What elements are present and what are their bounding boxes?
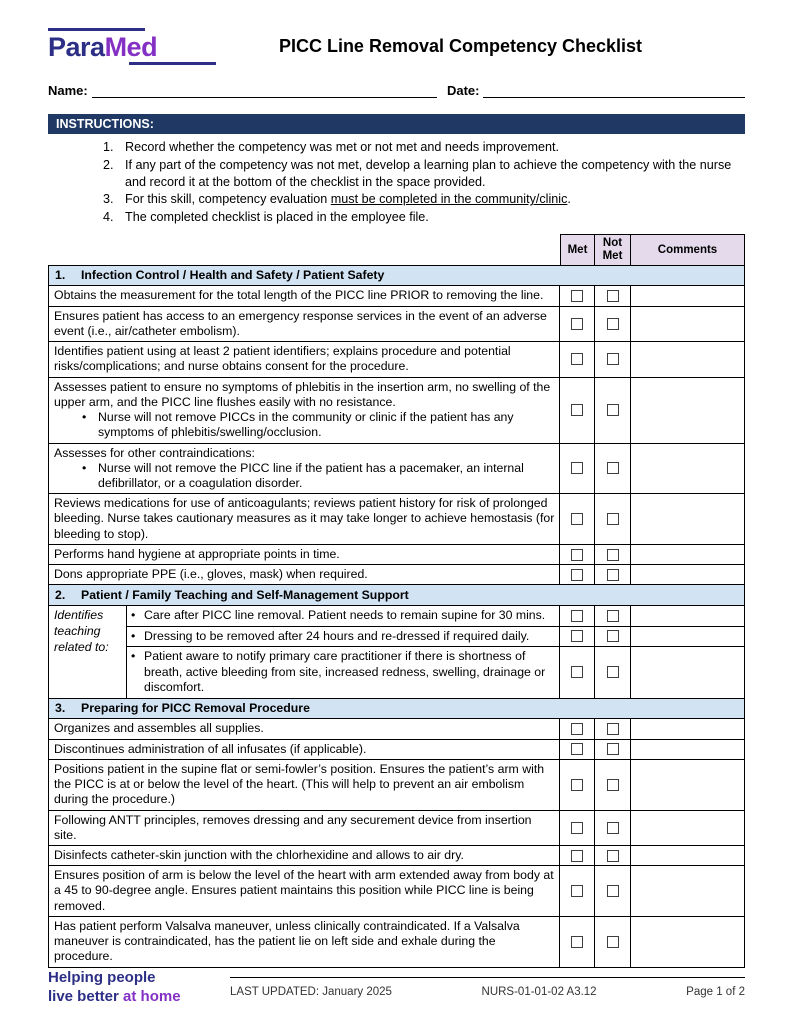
met-checkbox[interactable] [571,610,583,622]
met-cell [560,917,595,968]
checklist-row [49,494,745,545]
bullet-text: Patient aware to notify primary care practitioner if there is shortness of breath, active bleeding from site, increased redness, swelling, drainage or discomfort. [144,649,546,695]
section-header [49,266,745,287]
bullet-text: Nurse will not remove PICCs in the community or clinic if the patient has any symptoms of phlebitis/swelling/occlusion. [98,410,514,440]
met-checkbox[interactable] [571,569,583,581]
not-met-checkbox[interactable] [607,743,619,755]
met-cell [560,307,595,342]
comments-cell[interactable] [631,606,745,626]
section-number: 2. [55,587,66,602]
competency-description [49,760,560,811]
teaching-item [127,627,560,647]
checklist-row [49,342,745,377]
comments-cell[interactable] [631,307,745,342]
met-checkbox[interactable] [571,936,583,948]
met-cell [560,740,595,760]
not-met-cell [595,647,631,698]
paramed-logo [48,28,216,65]
instruction-item [103,139,745,156]
comments-cell[interactable] [631,444,745,495]
instruction-text: Record whether the competency was met or not met and needs improvement. [125,140,559,155]
met-checkbox[interactable] [571,850,583,862]
competency-bullet [82,410,555,440]
section-number: 1. [55,268,66,283]
teaching-side-label: Identifies teaching related to: [49,606,127,698]
met-checkbox[interactable] [571,462,583,474]
met-checkbox[interactable] [571,513,583,525]
page-number: Page 1 of 2 [686,985,745,998]
section-title: Infection Control / Health and Safety / Patient Safety [81,268,385,283]
not-met-cell [595,444,631,495]
instruction-text: If any part of the competency was not met, develop a learning plan to achieve the competency with the nurse and record it at the bottom of the checklist in the space provided. [125,157,732,189]
date-label: Date: [446,83,480,99]
met-cell [560,565,595,585]
competency-text: Following ANTT principles, removes dressing and any securement device from insertion site. [54,812,532,842]
comments-cell[interactable] [631,286,745,306]
not-met-checkbox[interactable] [607,569,619,581]
grade-header-row [48,234,745,264]
section-header [49,699,745,720]
not-met-checkbox[interactable] [607,666,619,678]
comments-cell[interactable] [631,740,745,760]
competency-description [49,494,560,545]
competency-description [49,917,560,968]
document-footer [48,968,745,1030]
met-cell [560,846,595,866]
not-met-cell [595,866,631,917]
competency-text: Ensures position of arm is below the level of the heart with arm extended away from body at a 45 to 90-degree angle. Ensures patient maintains this position while PICC line is being removed. [54,868,554,913]
instruction-number: 3. [103,192,114,207]
met-cell [560,545,595,565]
logo-bottom-rule [129,62,216,65]
not-met-cell [595,740,631,760]
checklist-row [49,740,745,760]
met-checkbox[interactable] [571,404,583,416]
teaching-bullet [131,608,555,623]
met-cell [560,378,595,444]
instruction-item [103,209,745,226]
comments-cell[interactable] [631,545,745,565]
not-met-checkbox[interactable] [607,779,619,791]
tagline-line1: Helping people [48,968,156,986]
met-checkbox[interactable] [571,743,583,755]
competency-text: Discontinues administration of all infusates (if applicable). [54,741,367,756]
not-met-checkbox[interactable] [607,318,619,330]
teaching-bullet [131,629,555,644]
not-met-checkbox[interactable] [607,610,619,622]
met-checkbox[interactable] [571,822,583,834]
not-met-cell [595,917,631,968]
not-met-checkbox[interactable] [607,936,619,948]
competency-text: Assesses patient to ensure no symptoms of phlebitis in the insertion arm, no swelling of the upper arm, and the PICC line flushes easily with no resistance. [54,379,551,409]
instruction-number: 1. [103,140,114,155]
not-met-cell [595,342,631,377]
checklist-row [49,811,745,846]
met-cell [560,494,595,545]
grade-header-spacer [48,234,560,264]
met-cell [560,286,595,306]
bullet-text: Dressing to be removed after 24 hours and re-dressed if required daily. [144,628,530,643]
met-checkbox[interactable] [571,290,583,302]
tagline-line2: live better at home [48,987,181,1005]
competency-description [49,719,560,739]
not-met-cell [595,627,631,647]
checklist-row [49,545,745,565]
competency-text: Assesses for other contraindications: [54,445,255,460]
bullet-marker: • [131,649,136,664]
competency-text: Ensures patient has access to an emergency response services in the event of an adverse event (i.e., air/catheter embolism). [54,308,547,338]
comments-column-header: Comments [631,234,745,264]
brand-tagline [48,968,226,1006]
instruction-text: The completed checklist is placed in the employee file. [125,209,429,224]
not-met-checkbox[interactable] [607,353,619,365]
met-checkbox[interactable] [571,723,583,735]
document-code: NURS-01-01-02 A3.12 [481,985,597,998]
document-header [48,28,745,65]
comments-cell[interactable] [631,719,745,739]
met-cell [560,627,595,647]
bullet-text: Nurse will not remove the PICC line if the patient has a pacemaker, an internal defibrillator, or a coagulation disorder. [98,460,524,490]
not-met-checkbox[interactable] [607,404,619,416]
met-cell [560,811,595,846]
last-updated-text: LAST UPDATED: January 2025 [230,985,392,998]
checklist-row [49,846,745,866]
not-met-column-header: Not Met [595,234,631,264]
section-number: 3. [55,701,66,716]
not-met-checkbox[interactable] [607,885,619,897]
not-met-cell [595,811,631,846]
met-checkbox[interactable] [571,885,583,897]
section-title: Preparing for PICC Removal Procedure [81,701,310,716]
checklist-row [49,286,745,306]
competency-text: Reviews medications for use of anticoagulants; reviews patient history for risk of prolonged bleeding. Nurse takes cautionary measures as it may take longer to achieve hemostasis (for bleeding to stop). [54,496,555,541]
met-column-header: Met [560,234,595,264]
not-met-checkbox[interactable] [607,549,619,561]
not-met-checkbox[interactable] [607,290,619,302]
page-title: PICC Line Removal Competency Checklist [278,36,643,57]
competency-text: Identifies patient using at least 2 patient identifiers; explains procedure and potential risks/complications; and nurse obtains consent for the procedure. [54,344,511,374]
comments-cell[interactable] [631,811,745,846]
not-met-cell [595,307,631,342]
instruction-underlined-text: must be completed in the community/clinic [330,192,568,207]
bullet-marker: • [82,410,87,425]
competency-text: Obtains the measurement for the total length of the PICC line PRIOR to removing the line. [54,288,544,303]
name-date-row [48,81,745,98]
checklist-row [49,307,745,342]
bullet-marker: • [82,460,87,475]
instruction-item [103,157,745,190]
not-met-cell [595,719,631,739]
competency-description [49,378,560,444]
not-met-cell [595,565,631,585]
logo-wordmark [48,33,216,61]
not-met-checkbox[interactable] [607,850,619,862]
checklist-row [49,378,745,444]
met-cell [560,760,595,811]
instruction-number: 4. [103,209,114,224]
not-met-checkbox[interactable] [607,462,619,474]
not-met-checkbox[interactable] [607,822,619,834]
not-met-cell [595,286,631,306]
not-met-checkbox[interactable] [607,723,619,735]
met-checkbox[interactable] [571,666,583,678]
comments-cell[interactable] [631,760,745,811]
instruction-text: For this skill, competency evaluation must be completed in the community/clinic. [125,192,571,207]
footer-meta [230,977,745,998]
bullet-text: Care after PICC line removal. Patient needs to remain supine for 30 mins. [144,608,546,623]
bullet-marker: • [131,608,136,623]
competency-description [49,545,560,565]
not-met-cell [595,846,631,866]
not-met-cell [595,760,631,811]
comments-cell[interactable] [631,866,745,917]
checklist-row [49,917,745,968]
not-met-cell [595,545,631,565]
section-header [49,585,745,606]
met-checkbox[interactable] [571,549,583,561]
section-title: Patient / Family Teaching and Self-Management Support [81,587,409,602]
comments-cell[interactable] [631,917,745,968]
competency-description [49,444,560,495]
not-met-checkbox[interactable] [607,513,619,525]
not-met-cell [595,378,631,444]
competency-description [49,286,560,306]
comments-cell[interactable] [631,565,745,585]
teaching-item [127,606,560,626]
competency-text: Positions patient in the supine flat or semi-fowler’s position. Ensures the patient’s arm with the PICC is at or below the level of the heart. (This will help to prevent an air embolism during the procedure.) [54,761,545,807]
name-label: Name: [48,83,88,99]
teaching-bullet [131,649,555,695]
not-met-cell [595,494,631,545]
teaching-item [127,647,560,698]
section-header-row [49,699,745,720]
competency-text: Organizes and assembles all supplies. [54,721,264,736]
competency-checklist-table [48,265,745,968]
met-cell [560,342,595,377]
met-cell [560,719,595,739]
competency-text: Dons appropriate PPE (i.e., gloves, mask) when required. [54,567,368,582]
met-cell [560,606,595,626]
met-cell [560,444,595,495]
competency-text: Performs hand hygiene at appropriate points in time. [54,546,340,561]
checklist-row [49,719,745,739]
instructions-list [48,134,745,232]
date-input-line[interactable] [483,81,745,98]
competency-description [49,307,560,342]
met-checkbox[interactable] [571,318,583,330]
met-checkbox[interactable] [571,630,583,642]
comments-cell[interactable] [631,342,745,377]
met-checkbox[interactable] [571,779,583,791]
not-met-checkbox[interactable] [607,630,619,642]
met-cell [560,866,595,917]
checklist-row [49,760,745,811]
comments-cell[interactable] [631,627,745,647]
competency-description [49,846,560,866]
bullet-marker: • [131,628,136,643]
section-header-row [49,585,745,606]
competency-description [49,342,560,377]
competency-text: Has patient perform Valsalva maneuver, unless clinically contraindicated. If a Valsalva maneuver is contraindicated, has the patient lie on left side and exhale during the procedure. [54,918,520,964]
competency-description [49,565,560,585]
competency-description [49,866,560,917]
checklist-row [49,866,745,917]
checklist-row [49,565,745,585]
logo-text-para: Para [48,32,105,62]
competency-description [49,740,560,760]
not-met-cell [595,606,631,626]
teaching-section-grid [49,606,745,698]
competency-description [49,811,560,846]
met-checkbox[interactable] [571,353,583,365]
comments-cell[interactable] [631,378,745,444]
instruction-item [103,191,745,208]
comments-cell[interactable] [631,494,745,545]
comments-cell[interactable] [631,647,745,698]
instructions-header: INSTRUCTIONS: [48,114,745,134]
met-cell [560,647,595,698]
checklist-row [49,444,745,495]
competency-text: Disinfects catheter-skin junction with the chlorhexidine and allows to air dry. [54,847,464,862]
name-input-line[interactable] [92,81,437,98]
logo-top-rule [48,28,145,31]
logo-text-med: Med [104,32,158,62]
instruction-number: 2. [103,157,114,172]
competency-bullet [82,461,555,491]
comments-cell[interactable] [631,846,745,866]
section-header-row [49,266,745,287]
